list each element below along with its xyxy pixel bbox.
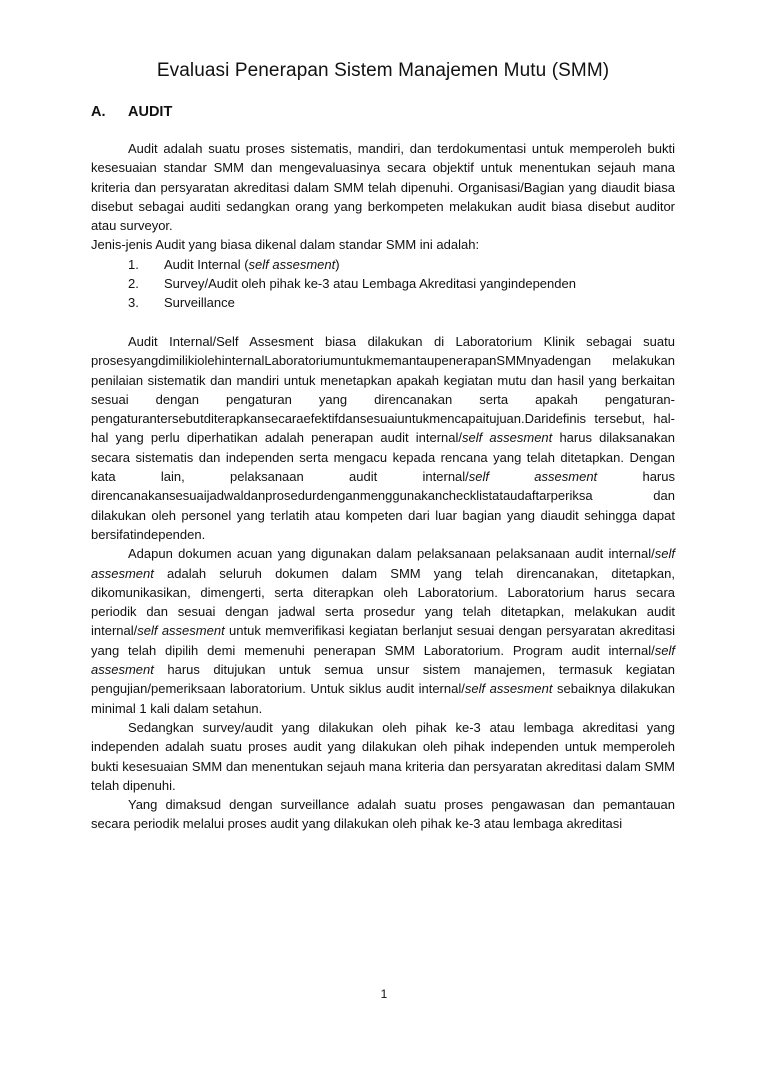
section-number: A. bbox=[91, 104, 106, 120]
paragraph-internal-audit: Audit Internal/Self Assesment biasa dilakukan di Laboratorium Klinik sebagai suatu prosesyangdimilikiolehinternalLaboratoriumuntukmemantaupenerapanSMMnyadengan melakukan penilaian sistematik dan mandiri untuk menetapkan apakah kegiatan mutu dan hasil yang berkaitan sesuai dengan pengaturan yang direncanakan serta apakah pengaturan-pengaturantersebutditerapkansecaraefektifdansesuaiuntukmencapaitujuan.Daridefinis tersebut, hal-hal yang perlu diperhatikan adalah penerapan audit internal/self assesment harus dilaksanakan secara sistematis dan independen serta mengacu kepada rencana yang telah ditetapkan. Dengan kata lain, pelaksanaan audit internal/self assesment harus direncanakansesuaijadwaldanprosedurdenganmenggunakanchecklistataudaftarperiksa dan dilakukan oleh personel yang terlatih atau kompeten dari luar bagian yang diaudit sehingga dapat bersifatindependen. bbox=[91, 333, 676, 542]
section-heading bbox=[91, 104, 675, 120]
paragraph-reference-documents: Adapun dokumen acuan yang digunakan dalam pelaksanaan pelaksanaan audit internal/self assesment adalah seluruh dokumen dalam SMM yang telah direncanakan, ditetapkan, dikomunikasikan, dimengerti, serta diterapkan oleh Laboratorium. Laboratorium harus secara periodik dan sesuai dengan jadwal serta prosedur yang telah ditetapkan, melakukan audit internal/self assesment untuk memverifikasi kegiatan berlanjut sesuai dengan persyaratan akreditasi yang telah dipilih demi memenuhi penerapan SMM Laboratorium. Program audit internal/self assesment harus ditujukan untuk semua unsur sistem manajemen, termasuk kegiatan pengujian/pemeriksaan laboratorium. Untuk siklus audit internal/self assesment sebaiknya dilakukan minimal 1 kali dalam setahun. bbox=[91, 546, 676, 716]
document-page bbox=[0, 60, 768, 1084]
paragraph-external-survey: Sedangkan survey/audit yang dilakukan oleh pihak ke-3 atau lembaga akreditasi yang independen adalah suatu proses audit yang dilakukan oleh pihak independen untuk memperoleh bukti kesesuaian SMM dan menentukan sejauh mana kriteria dan persyaratan akreditasi dalam SMM telah dipenuhi. bbox=[91, 719, 675, 793]
paragraph-definition: Audit adalah suatu proses sistematis, mandiri, dan terdokumentasi untuk memperoleh bukti kesesuaian standar SMM dan mengevaluasinya secara objektif untuk menentukan sejauh mana kriteria dan persyaratan akreditasi dalam SMM telah dipenuhi. Organisasi/Bagian yang diaudit biasa disebut sebagai auditi sedangkan orang yang berkompeten melakukan audit biasa disebut auditor atau surveyor. bbox=[91, 141, 675, 234]
paragraph-surveillance: Yang dimaksud dengan surveillance adalah suatu proses pengawasan dan pemantauan secara periodik melalui proses audit yang dilakukan oleh pihak ke-3 atau lembaga akreditasi bbox=[91, 797, 675, 832]
page-title: Evaluasi Penerapan Sistem Manajemen Mutu (SMM) bbox=[156, 60, 610, 81]
document-body bbox=[91, 139, 675, 834]
list-item: 1. Audit Internal (self assesment) bbox=[128, 256, 340, 272]
section-title: AUDIT bbox=[128, 104, 173, 120]
page-number: 1 bbox=[380, 987, 388, 1001]
audit-types-list bbox=[91, 255, 675, 313]
paragraph-types-intro: Jenis-jenis Audit yang biasa dikenal dalam standar SMM ini adalah: bbox=[91, 237, 480, 253]
list-item: 3. Surveillance bbox=[128, 295, 235, 311]
list-item: 2. Survey/Audit oleh pihak ke-3 atau Lembaga Akreditasi yangindependen bbox=[128, 276, 576, 292]
